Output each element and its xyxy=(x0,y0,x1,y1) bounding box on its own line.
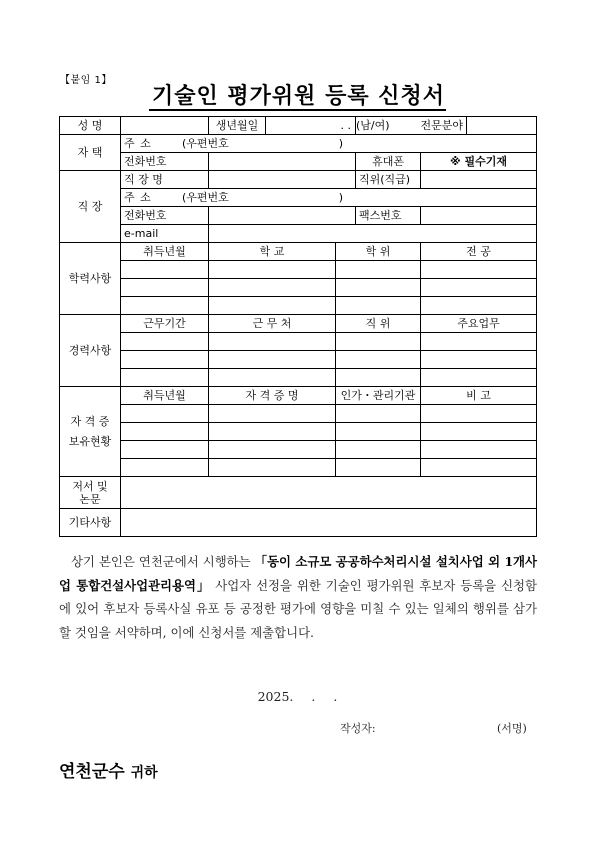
license-cell[interactable] xyxy=(209,423,336,441)
date-year: 2025. xyxy=(257,689,294,704)
career-header: 직 위 xyxy=(336,315,421,333)
pledge-paragraph xyxy=(59,550,537,644)
license-section-label xyxy=(60,387,121,477)
license-cell[interactable] xyxy=(421,423,537,441)
license-header-row xyxy=(60,387,537,405)
education-header: 학 위 xyxy=(336,243,421,261)
email-label: e-mail xyxy=(121,225,209,243)
work-postcode-close: ) xyxy=(338,191,344,204)
license-row xyxy=(60,423,537,441)
career-section-label: 경력사항 xyxy=(60,315,121,387)
license-cell[interactable] xyxy=(336,441,421,459)
home-phone-row xyxy=(60,153,537,171)
home-postcode-open: (우편번호 xyxy=(182,137,229,150)
pledge-project-name: 「동이 소규모 공공하수처리시설 설치사업 외 1개사업 통합건설사업관리용역」 xyxy=(59,554,537,593)
author-label: 작성자: xyxy=(340,722,376,735)
papers-label-line2: 논문 xyxy=(79,492,101,506)
papers-field[interactable] xyxy=(121,477,537,509)
specialty-label: 전문분야 xyxy=(421,117,467,135)
license-cell[interactable] xyxy=(421,459,537,477)
education-cell[interactable] xyxy=(209,261,336,279)
license-cell[interactable] xyxy=(209,441,336,459)
education-row xyxy=(60,261,537,279)
work-address-row xyxy=(60,189,537,207)
license-header: 인가・관리기관 xyxy=(336,387,421,405)
work-email-row xyxy=(60,225,537,243)
date-month: . xyxy=(311,689,316,704)
home-section-label: 자 택 xyxy=(60,135,121,171)
work-address-field[interactable] xyxy=(121,189,537,207)
pledge-text-after: 사업자 선정을 위한 기술인 평가위원 후보자 등록을 신청함에 있어 후보자 등록사실 유포 등 공정한 평가에 영향을 미칠 수 있는 일체의 행위를 삼가 할 것임을 서약하며, 이에 신청서를 제출합니다. xyxy=(59,577,537,640)
other-label: 기타사항 xyxy=(60,509,121,537)
license-section-line2: 보유현황 xyxy=(68,434,112,448)
career-cell[interactable] xyxy=(336,369,421,387)
license-cell[interactable] xyxy=(209,405,336,423)
career-cell[interactable] xyxy=(121,333,209,351)
license-header: 자 격 증 명 xyxy=(209,387,336,405)
attachment-label: 【붙임 1】 xyxy=(60,75,112,86)
application-form-table xyxy=(59,116,537,537)
papers-label xyxy=(60,477,121,509)
education-cell[interactable] xyxy=(121,261,209,279)
license-cell[interactable] xyxy=(336,459,421,477)
name-row xyxy=(60,117,537,135)
license-cell[interactable] xyxy=(421,441,537,459)
home-phone-field[interactable] xyxy=(209,153,356,171)
papers-row xyxy=(60,477,537,509)
work-postcode-open: (우편번호 xyxy=(182,191,229,204)
license-row xyxy=(60,405,537,423)
position-field[interactable] xyxy=(421,171,537,189)
education-header: 취득년월 xyxy=(121,243,209,261)
career-cell[interactable] xyxy=(209,333,336,351)
home-address-label: 주 소 xyxy=(124,137,152,150)
position-label: 직위(직급) xyxy=(356,171,421,189)
education-section-label: 학력사항 xyxy=(60,243,121,315)
papers-label-line1: 저서 및 xyxy=(72,479,108,493)
work-phone-row xyxy=(60,207,537,225)
career-cell[interactable] xyxy=(421,369,537,387)
education-header-row xyxy=(60,243,537,261)
education-cell[interactable] xyxy=(121,279,209,297)
education-cell[interactable] xyxy=(421,297,537,315)
career-cell[interactable] xyxy=(421,351,537,369)
license-cell[interactable] xyxy=(121,405,209,423)
addressee-name: 연천군수 xyxy=(59,762,125,782)
work-company-row xyxy=(60,171,537,189)
date-day: . xyxy=(333,689,338,704)
license-cell[interactable] xyxy=(421,405,537,423)
education-cell[interactable] xyxy=(421,279,537,297)
email-field[interactable] xyxy=(209,225,537,243)
license-header: 비 고 xyxy=(421,387,537,405)
work-address-label: 주 소 xyxy=(124,191,152,204)
career-header: 주요업무 xyxy=(421,315,537,333)
pledge-text-before: 상기 본인은 연천군에서 시행하는 xyxy=(71,554,255,569)
work-phone-field[interactable] xyxy=(209,207,356,225)
career-cell[interactable] xyxy=(121,351,209,369)
license-cell[interactable] xyxy=(121,423,209,441)
home-address-row xyxy=(60,135,537,153)
other-field[interactable] xyxy=(121,509,537,537)
career-row xyxy=(60,351,537,369)
license-cell[interactable] xyxy=(336,423,421,441)
career-cell[interactable] xyxy=(209,369,336,387)
specialty-field[interactable] xyxy=(467,117,537,135)
page-title xyxy=(0,79,595,110)
fax-field[interactable] xyxy=(421,207,537,225)
license-cell[interactable] xyxy=(121,459,209,477)
license-cell[interactable] xyxy=(209,459,336,477)
education-cell[interactable] xyxy=(121,297,209,315)
gender-field[interactable]: (남/여) xyxy=(356,117,421,135)
license-row xyxy=(60,459,537,477)
career-header-row xyxy=(60,315,537,333)
education-cell[interactable] xyxy=(209,297,336,315)
required-note: ※ 필수기재 xyxy=(421,153,537,171)
career-cell[interactable] xyxy=(121,369,209,387)
education-cell[interactable] xyxy=(209,279,336,297)
title-text: 기술인 평가위원 등록 신청서 xyxy=(149,84,446,111)
education-row xyxy=(60,297,537,315)
home-postcode-close: ) xyxy=(338,137,344,150)
career-row xyxy=(60,333,537,351)
fax-label: 팩스번호 xyxy=(356,207,421,225)
name-field[interactable] xyxy=(121,117,209,135)
home-address-field[interactable] xyxy=(121,135,537,153)
career-row xyxy=(60,369,537,387)
date-line xyxy=(0,689,595,704)
work-section-label: 직 장 xyxy=(60,171,121,243)
career-cell[interactable] xyxy=(209,351,336,369)
name-label: 성 명 xyxy=(60,117,121,135)
birth-label: 생년월일 xyxy=(209,117,266,135)
education-cell[interactable] xyxy=(421,261,537,279)
license-cell[interactable] xyxy=(121,441,209,459)
education-cell[interactable] xyxy=(336,279,421,297)
addressee xyxy=(59,757,158,782)
license-row xyxy=(60,441,537,459)
career-cell[interactable] xyxy=(421,333,537,351)
company-label: 직 장 명 xyxy=(121,171,209,189)
work-phone-label: 전화번호 xyxy=(121,207,209,225)
career-header: 근무기간 xyxy=(121,315,209,333)
license-section-line1: 자 격 증 xyxy=(70,414,110,428)
education-cell[interactable] xyxy=(336,261,421,279)
license-cell[interactable] xyxy=(336,405,421,423)
company-field[interactable] xyxy=(209,171,356,189)
other-row xyxy=(60,509,537,537)
career-header: 근 무 처 xyxy=(209,315,336,333)
education-header: 학 교 xyxy=(209,243,336,261)
education-header: 전 공 xyxy=(421,243,537,261)
birth-field[interactable]: . . xyxy=(266,117,356,135)
education-cell[interactable] xyxy=(336,297,421,315)
addressee-honorific: 귀하 xyxy=(130,765,158,781)
license-header: 취득년월 xyxy=(121,387,209,405)
career-cell[interactable] xyxy=(336,351,421,369)
mobile-label: 휴대폰 xyxy=(356,153,421,171)
signature-label: (서명) xyxy=(497,722,527,735)
home-phone-label: 전화번호 xyxy=(121,153,209,171)
career-cell[interactable] xyxy=(336,333,421,351)
education-row xyxy=(60,279,537,297)
